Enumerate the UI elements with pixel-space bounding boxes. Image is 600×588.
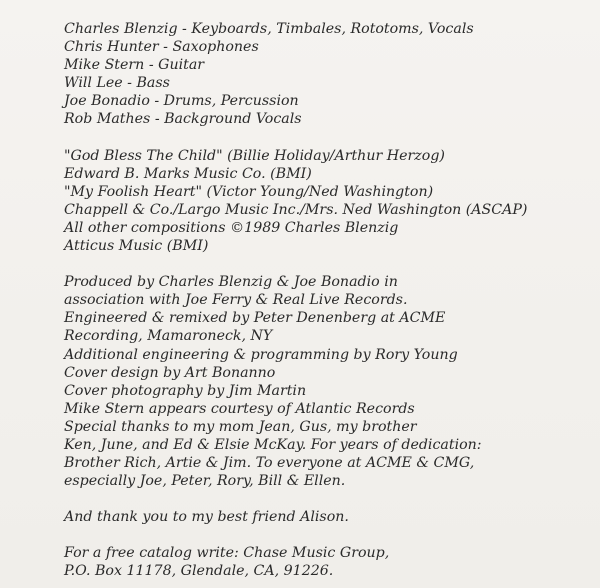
production-line: Ken, June, and Ed & Elsie McKay. For years of dedication: <box>64 436 482 453</box>
musician-line: Mike Stern - Guitar <box>64 57 205 74</box>
dedication-line: And thank you to my best friend Alison. <box>64 509 349 526</box>
song-credits-section <box>64 147 584 256</box>
musician-line: Charles Blenzig - Keyboards, Timbales, Rototoms, Vocals <box>64 21 474 37</box>
production-line: especially Joe, Peter, Rory, Bill & Ellen. <box>64 473 346 490</box>
production-line: Additional engineering & programming by Rory Young <box>64 346 458 363</box>
dedication-section <box>64 508 584 526</box>
production-section <box>64 273 584 490</box>
credit-line: "God Bless The Child" (Billie Holiday/Arthur Herzog) <box>64 147 445 164</box>
musician-line: Joe Bonadio - Drums, Percussion <box>64 93 299 110</box>
production-line: association with Joe Ferry & Real Live Records. <box>64 292 408 309</box>
production-line: Recording, Mamaroneck, NY <box>64 328 273 345</box>
production-line: Cover photography by Jim Martin <box>64 382 307 399</box>
musicians-section <box>64 20 584 129</box>
catalog-section <box>64 544 584 580</box>
credit-line: "My Foolish Heart" (Victor Young/Ned Washington) <box>64 183 434 200</box>
musician-line: Will Lee - Bass <box>64 75 170 92</box>
production-line: Special thanks to my mom Jean, Gus, my brother <box>64 418 417 435</box>
credit-line: Chappell & Co./Largo Music Inc./Mrs. Ned Washington (ASCAP) <box>64 201 528 218</box>
production-line: Engineered & remixed by Peter Denenberg at ACME <box>64 310 446 327</box>
credit-line: All other compositions ©1989 Charles Blenzig <box>64 219 399 236</box>
credit-line: Atticus Music (BMI) <box>64 238 209 255</box>
liner-notes-text <box>64 20 584 581</box>
catalog-line: P.O. Box 11178, Glendale, CA, 91226. <box>64 563 334 580</box>
musician-line: Chris Hunter - Saxophones <box>64 39 259 56</box>
production-line: Brother Rich, Artie & Jim. To everyone at ACME & CMG, <box>64 455 475 472</box>
catalog-line: For a free catalog write: Chase Music Group, <box>64 545 390 562</box>
production-line: Cover design by Art Bonanno <box>64 364 276 381</box>
credit-line: Edward B. Marks Music Co. (BMI) <box>64 165 312 182</box>
musician-line: Rob Mathes - Background Vocals <box>64 111 302 128</box>
production-line: Mike Stern appears courtesy of Atlantic Records <box>64 400 415 417</box>
production-line: Produced by Charles Blenzig & Joe Bonadio in <box>64 274 398 291</box>
